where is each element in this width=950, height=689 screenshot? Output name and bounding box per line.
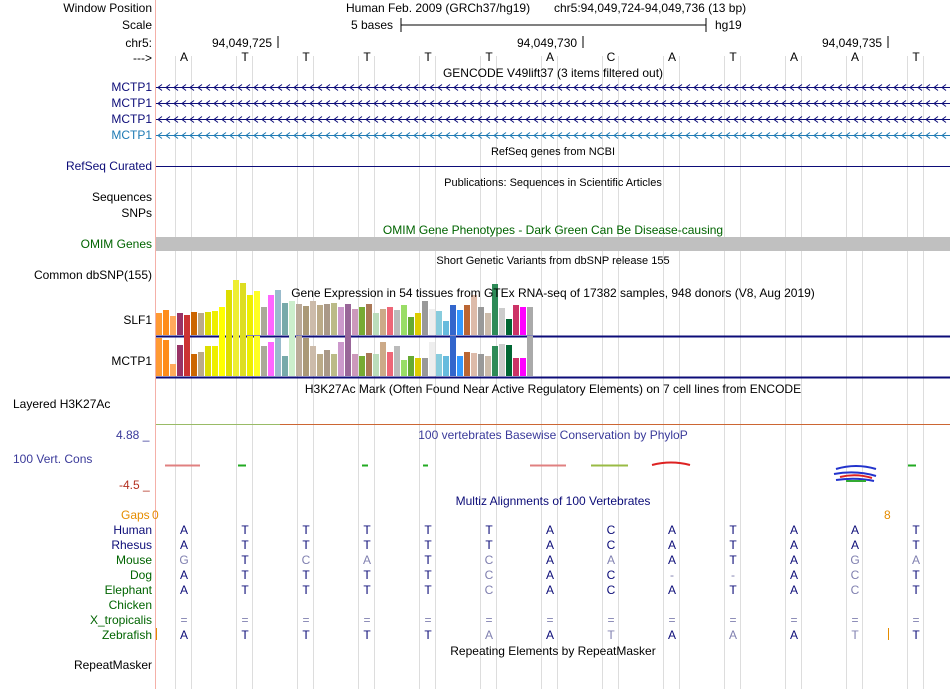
gencode-item-label[interactable]: MCTP1 [111,128,152,142]
aligned-base: = [546,613,554,627]
species-label[interactable]: Mouse [115,553,152,567]
gtex-slf1-tissue-bar [415,313,421,335]
aligned-base: T [729,553,737,567]
gtex-mctp1-tissue-bar [485,356,491,376]
gtex-mctp1-tissue-bar [345,332,351,376]
aligned-base: = [607,613,615,627]
aligned-base: = [668,613,676,627]
scale-db: hg19 [715,18,742,32]
multiz-track-title[interactable]: Multiz Alignments of 100 Vertebrates [455,494,651,508]
gtex-mctp1-tissue-bar [513,358,519,376]
aligned-base: A [667,523,676,537]
aligned-base: C [606,568,616,582]
aligned-base: A [179,538,188,552]
gtex-slf1-tissue-bar [198,313,204,335]
gtex-mctp1-tissue-bar [170,364,176,376]
aligned-base: = [424,613,432,627]
gtex-mctp1-tissue-bar [254,336,260,376]
aligned-base: A [667,628,676,642]
gtex-mctp1-tissue-bar [184,328,190,376]
aligned-base: - [731,568,735,582]
aligned-base: A [728,628,737,642]
gtex-slf1-tissue-bar [443,321,449,335]
gtex-slf1-tissue-bar [436,311,442,335]
aligned-base: = [180,613,188,627]
aligned-base: T [363,523,371,537]
gtex-slf1-tissue-bar [513,305,519,335]
gtex-gene-label-slf1[interactable]: SLF1 [123,313,152,327]
repeatmasker-track-title[interactable]: Repeating Elements by RepeatMasker [450,644,656,658]
aligned-base: C [606,583,616,597]
aligned-base: A [606,553,615,567]
aligned-base: C [301,553,311,567]
gtex-slf1-tissue-bar [373,313,379,335]
aligned-base: T [485,538,493,552]
gtex-slf1-tissue-bar [156,313,162,335]
phylop-min-label: -4.5 _ [119,478,150,492]
aligned-base: T [424,628,432,642]
publications-snps-label[interactable]: SNPs [121,206,152,220]
gtex-mctp1-tissue-bar [163,340,169,376]
publications-track-title[interactable]: Publications: Sequences in Scientific Articles [444,177,662,189]
gtex-slf1-tissue-bar [499,308,505,335]
aligned-base: C [484,553,494,567]
phylop-score-loop-red [840,475,872,478]
gtex-slf1-tissue-bar [338,307,344,335]
aligned-base: A [362,553,371,567]
aligned-base: T [729,583,737,597]
gtex-slf1-tissue-bar [422,301,428,335]
gtex-slf1-tissue-bar [212,311,218,335]
aligned-base: G [850,553,860,567]
aligned-base: C [606,523,616,537]
gtex-mctp1-tissue-bar [198,352,204,376]
gtex-slf1-tissue-bar [191,312,197,335]
aligned-base: T [363,628,371,642]
gtex-slf1-tissue-bar [177,313,183,335]
gtex-mctp1-tissue-bar [212,346,218,376]
species-label[interactable]: Elephant [104,583,152,597]
gap-count-left: 0 [152,508,159,522]
gtex-mctp1-tissue-bar [275,338,281,376]
gtex-slf1-tissue-bar [282,303,288,335]
aligned-base: A [789,583,798,597]
aligned-base: A [789,568,798,582]
aligned-base: A [484,628,493,642]
gtex-track-title[interactable]: Gene Expression in 54 tissues from GTEx RNA-seq of 17382 samples, 948 donors (V8, Aug 2019) [291,286,815,300]
aligned-base: T [912,583,920,597]
aligned-base: A [667,553,676,567]
phylop-track-title[interactable]: 100 vertebrates Basewise Conservation by PhyloP [418,428,688,442]
gtex-slf1-tissue-bar [352,309,358,335]
reference-base: A [667,50,676,64]
gtex-mctp1-tissue-bar [408,356,414,376]
omim-track-title[interactable]: OMIM Gene Phenotypes - Dark Green Can Be Disease-causing [382,223,724,237]
gtex-mctp1-tissue-bar [464,352,470,376]
gtex-mctp1-tissue-bar [296,336,302,376]
aligned-base: T [851,628,859,642]
aligned-base: A [179,523,188,537]
aligned-base: T [302,583,310,597]
gtex-slf1-tissue-bar [317,305,323,335]
aligned-base: A [667,538,676,552]
species-label[interactable]: Chicken [108,598,152,612]
aligned-base: T [363,583,371,597]
aligned-base: T [729,523,737,537]
aligned-base: T [424,583,432,597]
chrom-label: chr5: [125,36,152,50]
h3k27ac-label[interactable]: Layered H3K27Ac [13,397,111,411]
strand-label: ---> [133,51,152,65]
gtex-mctp1-tissue-bar [359,356,365,376]
gtex-mctp1-tissue-bar [429,342,435,376]
gtex-mctp1-tissue-bar [457,356,463,376]
aligned-base: T [485,523,493,537]
aligned-base: T [912,568,920,582]
gtex-slf1-tissue-bar [457,310,463,335]
window-position-label: Window Position [63,1,152,15]
reference-base: A [850,50,859,64]
aligned-base: A [850,523,859,537]
assembly-text: Human Feb. 2009 (GRCh37/hg19) [346,1,531,15]
aligned-base: T [424,523,432,537]
gtex-slf1-tissue-bar [450,305,456,335]
aligned-base: G [179,553,189,567]
gtex-mctp1-tissue-bar [499,344,505,376]
gtex-slf1-tissue-bar [527,307,533,335]
gencode-item-label[interactable]: MCTP1 [111,80,152,94]
species-label[interactable]: X_tropicalis [89,613,152,627]
reference-base: T [912,50,920,64]
gtex-mctp1-tissue-bar [219,332,225,376]
gtex-slf1-tissue-bar [506,319,512,335]
position-text[interactable]: chr5:94,049,724-94,049,736 (13 bp) [554,1,747,15]
gtex-slf1-tissue-bar [303,306,309,335]
gtex-mctp1-tissue-bar [191,354,197,376]
gtex-mctp1-tissue-bar [436,354,442,376]
aligned-base: A [850,538,859,552]
aligned-base: T [302,523,310,537]
aligned-base: A [545,523,554,537]
gtex-mctp1-tissue-bar [506,345,512,376]
gtex-mctp1-tissue-bar [156,338,162,376]
gtex-mctp1-tissue-bar [338,342,344,376]
gtex-mctp1-tissue-bar [303,338,309,376]
gtex-slf1-tissue-bar [247,295,253,335]
publications-sequences-label[interactable]: Sequences [91,190,152,204]
aligned-base: A [667,583,676,597]
aligned-base: T [241,628,249,642]
gtex-slf1-tissue-bar [219,307,225,335]
gtex-slf1-tissue-bar [520,307,526,335]
reference-base: T [729,50,737,64]
scale-text: 5 bases [351,18,394,32]
reference-base: A [789,50,798,64]
aligned-base: C [484,568,494,582]
aligned-base: T [302,568,310,582]
gtex-mctp1-tissue-bar [394,346,400,376]
gtex-slf1-tissue-bar [408,317,414,335]
gtex-mctp1-tissue-bar [422,358,428,376]
species-label[interactable]: Dog [129,568,152,582]
repeatmasker-label[interactable]: RepeatMasker [73,658,152,672]
aligned-base: A [911,553,920,567]
gtex-mctp1-tissue-bar [380,342,386,376]
aligned-base: A [545,628,554,642]
gaps-label: Gaps [121,508,150,522]
species-label[interactable]: Rhesus [111,538,152,552]
gtex-mctp1-tissue-bar [527,336,533,376]
gtex-slf1-tissue-bar [296,304,302,335]
species-label[interactable]: Human [113,523,152,537]
aligned-base: A [789,553,798,567]
coord-tick-3: 94,049,735 [822,36,883,50]
aligned-base: A [545,538,554,552]
aligned-base: C [850,568,860,582]
aligned-base: A [545,568,554,582]
aligned-base: A [179,583,188,597]
aligned-base: - [670,568,674,582]
reference-base: A [545,50,554,64]
aligned-base: A [545,553,554,567]
reference-base: T [363,50,371,64]
aligned-base: T [241,538,249,552]
gtex-slf1-tissue-bar [324,304,330,335]
gtex-gene-label-mctp1[interactable]: MCTP1 [111,354,152,368]
gtex-mctp1-tissue-bar [373,354,379,376]
aligned-base: = [912,613,920,627]
gtex-slf1-tissue-bar [310,301,316,335]
aligned-base: = [790,613,798,627]
reference-base: T [485,50,493,64]
refseq-label[interactable]: RefSeq Curated [65,159,152,173]
gencode-track-title[interactable]: GENCODE V49lift37 (3 items filtered out) [442,66,664,80]
refseq-track-title[interactable]: RefSeq genes from NCBI [490,146,616,158]
gtex-slf1-tissue-bar [261,307,267,335]
aligned-base: T [912,628,920,642]
reference-base: T [302,50,310,64]
aligned-base: A [789,628,798,642]
gtex-slf1-tissue-bar [331,303,337,335]
gtex-mctp1-tissue-bar [240,326,246,376]
aligned-base: T [424,538,432,552]
omim-gene-bar [156,237,950,251]
dbsnp-label[interactable]: Common dbSNP(155) [33,268,152,282]
reference-base: T [424,50,432,64]
gtex-slf1-tissue-bar [359,307,365,335]
gtex-mctp1-tissue-bar [310,346,316,376]
gtex-mctp1-tissue-bar [366,353,372,376]
reference-base: T [241,50,249,64]
aligned-base: A [545,583,554,597]
aligned-base: T [729,538,737,552]
gtex-slf1-tissue-bar [380,309,386,335]
gtex-slf1-tissue-bar [401,305,407,335]
gtex-mctp1-tissue-bar [443,356,449,376]
aligned-base: T [912,538,920,552]
phylop-max-label: 4.88 _ [116,428,150,442]
aligned-base: A [179,568,188,582]
gap-count-right: 8 [884,508,891,522]
gtex-slf1-tissue-bar [170,316,176,335]
gtex-mctp1-tissue-bar [492,346,498,376]
aligned-base: C [484,583,494,597]
gtex-mctp1-tissue-bar [247,336,253,376]
species-label[interactable]: Zebrafish [101,628,152,642]
gtex-slf1-tissue-bar [345,304,351,335]
aligned-base: C [606,538,616,552]
aligned-base: T [424,553,432,567]
aligned-base: T [302,538,310,552]
aligned-base: = [241,613,249,627]
gtex-mctp1-tissue-bar [289,326,295,376]
gtex-slf1-tissue-bar [394,310,400,335]
gtex-slf1-tissue-bar [464,305,470,335]
reference-base: A [179,50,188,64]
aligned-base: C [850,583,860,597]
gtex-slf1-tissue-bar [429,309,435,335]
reference-base: C [606,50,616,64]
gtex-slf1-tissue-bar [478,307,484,335]
aligned-base: T [363,538,371,552]
aligned-base: = [363,613,371,627]
gtex-mctp1-tissue-bar [401,360,407,376]
aligned-base: T [241,568,249,582]
h3k27ac-track-title[interactable]: H3K27Ac Mark (Often Found Near Active Regulatory Elements) on 7 cell lines from ENCODE [304,382,802,396]
aligned-base: T [241,523,249,537]
phylop-score-loops [834,466,876,481]
gtex-mctp1-tissue-bar [226,326,232,376]
gtex-slf1-tissue-bar [268,295,274,335]
gtex-mctp1-tissue-bar [387,352,393,376]
aligned-base: T [241,553,249,567]
aligned-base: A [789,523,798,537]
gtex-slf1-tissue-bar [485,313,491,335]
gtex-mctp1-tissue-bar [520,358,526,376]
gtex-mctp1-tissue-bar [268,342,274,376]
aligned-base: T [302,628,310,642]
aligned-base: = [851,613,859,627]
aligned-base: A [789,538,798,552]
aligned-base: T [607,628,615,642]
gtex-mctp1-tissue-bar [261,346,267,376]
aligned-base: T [241,583,249,597]
gtex-mctp1-tissue-bar [317,354,323,376]
gtex-mctp1-tissue-bar [177,345,183,376]
gtex-mctp1-tissue-bar [471,353,477,376]
gtex-mctp1-tissue-bar [282,356,288,376]
gtex-mctp1-tissue-bar [331,354,337,376]
coord-tick-1: 94,049,725 [212,36,273,50]
dbsnp-track-title[interactable]: Short Genetic Variants from dbSNP release 155 [436,255,670,267]
aligned-base: = [302,613,310,627]
aligned-base: T [424,568,432,582]
aligned-base: = [729,613,737,627]
aligned-base: A [179,628,188,642]
gtex-mctp1-tissue-bar [415,358,421,376]
gtex-slf1-tissue-bar [471,295,477,335]
gtex-mctp1-tissue-bar [450,336,456,376]
gtex-slf1-tissue-bar [205,312,211,335]
omim-label[interactable]: OMIM Genes [80,237,152,251]
gtex-mctp1-tissue-bar [233,321,239,376]
gencode-item-label[interactable]: MCTP1 [111,96,152,110]
gtex-slf1-tissue-bar [163,310,169,335]
gtex-mctp1-tissue-bar [324,350,330,376]
coord-tick-2: 94,049,730 [517,36,578,50]
aligned-base: T [912,523,920,537]
scale-label: Scale [121,18,152,32]
gtex-mctp1-tissue-bar [478,354,484,376]
gtex-slf1-tissue-bar [387,307,393,335]
aligned-base: = [485,613,493,627]
gtex-slf1-tissue-bar [366,304,372,335]
aligned-base: T [363,568,371,582]
phylop-label[interactable]: 100 Vert. Cons [13,452,93,466]
gtex-mctp1-tissue-bar [352,354,358,376]
phylop-score-arc [652,463,690,466]
gencode-item-label[interactable]: MCTP1 [111,112,152,126]
gtex-mctp1-tissue-bar [205,346,211,376]
